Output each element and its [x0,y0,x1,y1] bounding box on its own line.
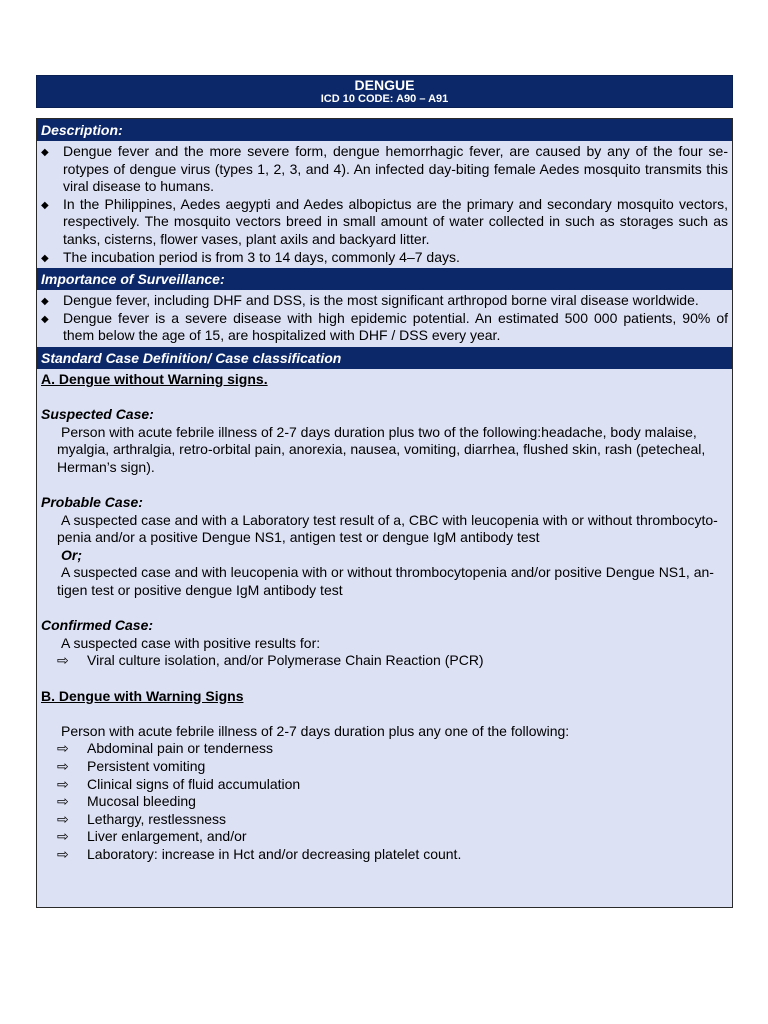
confirmed-text: A suspected case with positive results for: [61,634,321,651]
list-item: ◆ Dengue fever and the more severe form, dengue hemorrhagic fever, are caused by any of the four se-rotypes of dengue virus (types 1, 2, 3, and 4). An infected day-biting female Aedes mosquito transmits this viral disease to humans. [41,143,728,195]
confirmed-label: Confirmed Case: [41,617,154,634]
document-title: DENGUE [354,77,415,93]
diamond-bullet-icon: ◆ [41,147,49,158]
section-a-title: A. Dengue without Warning signs. [41,370,268,387]
arrow-bullet-icon: ⇨ [57,810,69,827]
arrow-bullet-icon: ⇨ [57,845,69,862]
arrow-bullet-icon: ⇨ [57,828,69,845]
surveillance-heading: Importance of Surveillance: [37,268,732,290]
arrow-bullet-icon: ⇨ [57,775,69,792]
case-definition-heading: Standard Case Definition/ Case classification [37,347,732,369]
section-b-title: B. Dengue with Warning Signs [41,687,244,704]
description-list [37,141,732,268]
list-item: ⇨ Liver enlargement, and/or [57,828,247,845]
list-item: ◆ In the Philippines, Aedes aegypti and Aedes albopictus are the primary and secondary mosquito vectors, respectively. The mosquito vectors breed in small amount of water collected in such as storages such as tanks, cisterns, flower vases, plant axils and backyard litter. [41,195,728,247]
icd-code: ICD 10 CODE: A90 – A91 [320,93,449,105]
arrow-bullet-icon: ⇨ [57,758,69,774]
arrow-bullet-icon: ⇨ [57,793,69,810]
list-item: ⇨ Mucosal bleeding [57,793,196,810]
description-heading: Description: [37,119,732,141]
list-item: ◆ Dengue fever is a severe disease with high epidemic potential. An estimated 500 000 patients, 90% of them below the age of 15, are hospitalized with DHF / DSS every year. [41,309,728,344]
diamond-bullet-icon: ◆ [41,296,49,308]
list-item: ⇨ Laboratory: increase in Hct and/or decreasing platelet count. [57,845,462,862]
arrow-bullet-icon: ⇨ [57,652,69,669]
list-item: ⇨ Clinical signs of fluid accumulation [57,775,301,792]
probable-text-1: A suspected case and with a Laboratory test result of a, CBC with leucopenia with or without thrombocyto-penia and/or a positive Dengue NS1, antigen test or dengue IgM antibody test [57,511,718,546]
list-item: ◆ The incubation period is from 3 to 14 days, commonly 4–7 days. [41,248,460,265]
title-banner [36,75,733,108]
diamond-bullet-icon: ◆ [41,313,49,325]
suspected-text: Person with acute febrile illness of 2-7 days duration plus two of the following:headache, body malaise, myalgia, arthralgia, retro-orbital pain, anorexia, nausea, vomiting, diarrhea, flushed skin, rash (petecheal, Herman’s sign). [57,423,706,475]
diamond-bullet-icon: ◆ [41,199,49,211]
diamond-bullet-icon: ◆ [41,252,49,264]
probable-text-2: A suspected case and with leucopenia with or without thrombocytopenia and/or positive Dengue NS1, an-tigen test or positive dengue IgM antibody test [57,564,714,599]
list-item: ⇨ Persistent vomiting [57,758,206,774]
probable-or: Or; [61,546,82,563]
probable-label: Probable Case: [41,494,143,511]
case-definition-body [37,369,732,864]
list-item: ⇨ Abdominal pain or tenderness [57,740,274,757]
arrow-bullet-icon: ⇨ [57,740,69,757]
content-box [36,118,733,908]
list-item: ⇨ Lethargy, restlessness [57,810,227,827]
list-item: ⇨ Viral culture isolation, and/or Polymerase Chain Reaction (PCR) [57,652,484,669]
suspected-label: Suspected Case: [41,406,154,423]
list-item: ◆ Dengue fever, including DHF and DSS, is the most significant arthropod borne viral disease worldwide. [41,292,699,309]
surveillance-list [37,290,732,347]
warning-intro: Person with acute febrile illness of 2-7 days duration plus any one of the following: [61,722,570,739]
